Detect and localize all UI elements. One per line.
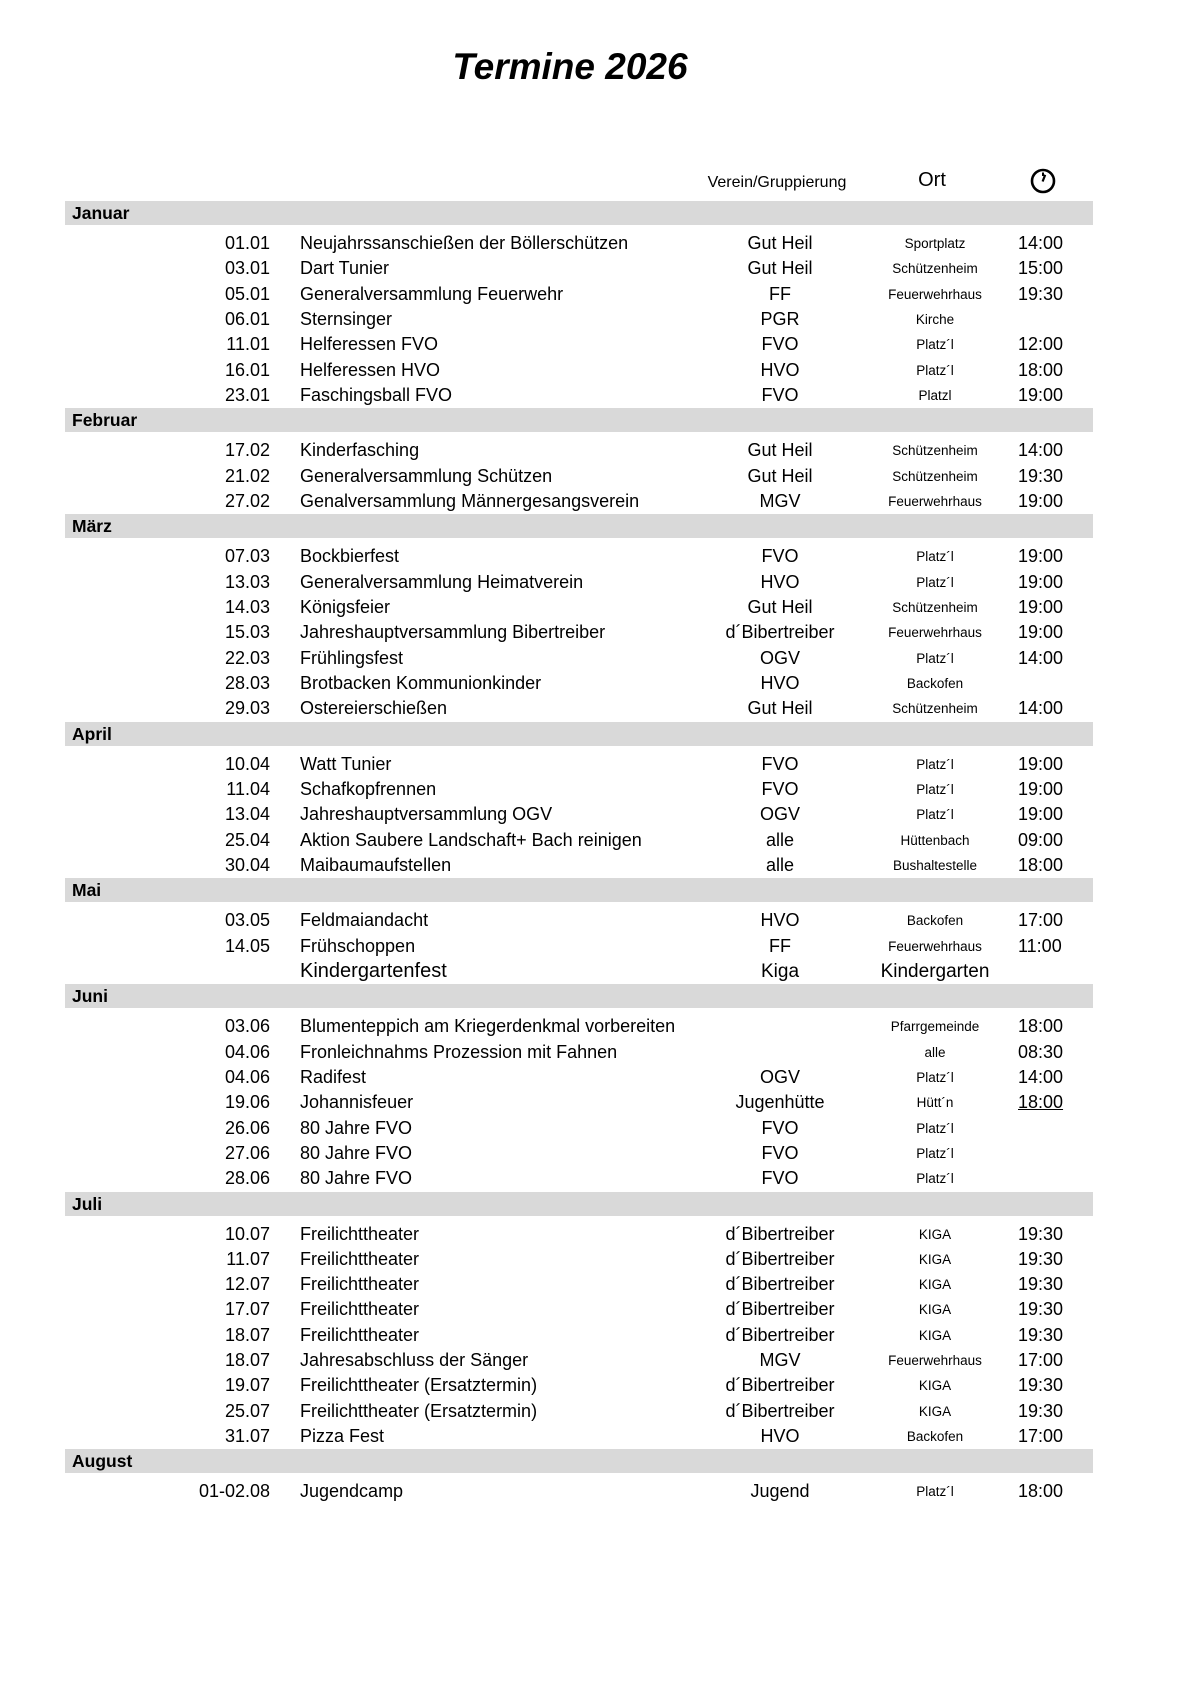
event-verein: d´Bibertreiber <box>725 1248 835 1269</box>
event-row <box>65 696 1093 721</box>
event-name: Freilichttheater (Ersatztermin) <box>300 1400 538 1421</box>
event-ort: Platz´l <box>916 1145 954 1161</box>
event-name: Sternsinger <box>300 308 393 329</box>
event-time: 12:00 <box>1018 334 1064 355</box>
event-time: 19:00 <box>1018 546 1064 567</box>
event-ort: KIGA <box>918 1327 952 1343</box>
event-name: Schafkopfrennen <box>300 778 437 799</box>
event-ort: Platz´l <box>916 362 954 378</box>
month-header: Februar <box>65 408 1093 432</box>
event-verein: FVO <box>761 1117 799 1138</box>
event-date: 12.07 <box>224 1274 270 1295</box>
event-row <box>65 671 1093 696</box>
event-row <box>65 959 1093 984</box>
month-header: April <box>65 722 1093 746</box>
event-name: Jahreshauptversammlung OGV <box>300 804 553 825</box>
event-date: 04.06 <box>224 1041 270 1062</box>
event-date: 11.01 <box>226 334 270 355</box>
event-name: Radifest <box>300 1066 367 1087</box>
event-verein: MGV <box>759 490 801 511</box>
event-name: Freilichttheater <box>300 1274 420 1295</box>
event-row <box>65 853 1093 878</box>
event-verein: d´Bibertreiber <box>725 1299 835 1320</box>
event-name: Fronleichnahms Prozession mit Fahnen <box>300 1041 618 1062</box>
event-time: 09:00 <box>1018 829 1064 850</box>
event-date: 21.02 <box>224 465 270 486</box>
month-header: August <box>65 1449 1093 1473</box>
event-date: 10.07 <box>224 1223 270 1244</box>
event-row <box>65 908 1093 933</box>
event-verein: d´Bibertreiber <box>725 1274 835 1295</box>
event-date: 18.07 <box>224 1350 270 1371</box>
event-row <box>65 332 1093 357</box>
event-ort: Platz´l <box>916 650 954 666</box>
event-ort: Platz´l <box>916 781 954 797</box>
event-name: Blumenteppich am Kriegerdenkmal vorbereiten <box>300 1016 676 1037</box>
event-date: 15.03 <box>224 622 270 643</box>
event-ort: Platzl <box>918 387 952 403</box>
event-verein: d´Bibertreiber <box>725 1223 835 1244</box>
event-time <box>1018 959 1098 984</box>
event-verein: HVO <box>760 359 800 380</box>
event-verein: Jugenhütte <box>735 1092 825 1113</box>
event-name: Freilichttheater <box>300 1324 420 1345</box>
month-header: Januar <box>65 201 1093 225</box>
event-time: 19:00 <box>1018 596 1064 617</box>
event-date: 01-02.08 <box>198 1481 270 1502</box>
event-row <box>65 544 1093 569</box>
event-date: 25.07 <box>224 1400 270 1421</box>
event-row <box>65 1141 1093 1166</box>
event-time: 19:00 <box>1018 490 1064 511</box>
event-ort: Schützenheim <box>892 443 978 459</box>
event-date: 04.06 <box>224 1066 270 1087</box>
event-row <box>65 282 1093 307</box>
month-header: Juni <box>65 984 1093 1008</box>
event-row <box>65 1479 1093 1504</box>
event-time <box>1018 307 1098 332</box>
event-verein: FVO <box>761 334 799 355</box>
event-time: 17:00 <box>1018 910 1064 931</box>
event-name: Dart Tunier <box>300 258 390 279</box>
event-name: Jahreshauptversammlung Bibertreiber <box>300 622 606 643</box>
event-ort: Schützenheim <box>892 701 978 717</box>
event-ort: Platz´l <box>916 574 954 590</box>
event-ort: Feuerwehrhaus <box>888 625 982 641</box>
event-ort: Platz´l <box>916 1069 954 1085</box>
event-date: 18.07 <box>224 1324 270 1345</box>
event-verein: OGV <box>759 647 800 668</box>
event-ort: Platz´l <box>916 337 954 353</box>
event-ort: Platz´l <box>916 1120 954 1136</box>
event-time: 19:00 <box>1018 384 1064 405</box>
event-name: Frühlingsfest <box>300 647 404 668</box>
event-name: Generalversammlung Schützen <box>300 465 553 486</box>
event-verein: d´Bibertreiber <box>725 1400 835 1421</box>
event-time: 18:00 <box>1018 1481 1064 1502</box>
event-verein: Kiga <box>760 960 800 982</box>
event-row <box>65 777 1093 802</box>
event-time: 18:00 <box>1018 1016 1064 1037</box>
event-verein: FVO <box>761 546 799 567</box>
event-verein: FVO <box>761 778 799 799</box>
event-name: Brotbacken Kommunionkinder <box>300 672 542 693</box>
event-row <box>65 595 1093 620</box>
event-verein: Gut Heil <box>747 440 813 461</box>
event-verein: OGV <box>759 804 800 825</box>
event-date: 17.02 <box>224 440 270 461</box>
event-ort: Feuerwehrhaus <box>888 938 982 954</box>
event-verein: HVO <box>760 910 800 931</box>
event-row <box>65 358 1093 383</box>
event-time <box>1018 671 1098 696</box>
event-time: 08:30 <box>1018 1041 1064 1062</box>
event-ort: Kindergarten <box>880 960 990 982</box>
event-verein: HVO <box>760 672 800 693</box>
event-verein: MGV <box>759 1350 801 1371</box>
event-row <box>65 383 1093 408</box>
event-date: 03.05 <box>224 910 270 931</box>
event-date: 27.02 <box>224 490 270 511</box>
event-ort: Platz´l <box>916 807 954 823</box>
event-verein: FVO <box>761 384 799 405</box>
event-verein: HVO <box>760 571 800 592</box>
event-ort: KIGA <box>918 1251 952 1267</box>
event-row <box>65 438 1093 463</box>
event-name: Neujahrssanschießen der Böllerschützen <box>300 233 629 253</box>
event-name: Bockbierfest <box>300 546 400 567</box>
event-row <box>65 307 1093 332</box>
event-name: Aktion Saubere Landschaft+ Bach reinigen <box>300 829 642 850</box>
page-title: Termine 2026 <box>452 46 688 87</box>
event-name: 80 Jahre FVO <box>300 1142 413 1163</box>
event-verein: FVO <box>761 1168 799 1189</box>
event-verein: FVO <box>761 753 799 774</box>
event-date: 13.04 <box>224 804 270 825</box>
event-name: Königsfeier <box>300 596 391 617</box>
event-time: 14:00 <box>1018 647 1064 668</box>
event-row <box>65 1297 1093 1322</box>
event-time: 14:00 <box>1018 1066 1064 1087</box>
event-ort: KIGA <box>918 1378 952 1394</box>
event-row <box>65 1040 1093 1065</box>
event-date: 14.03 <box>224 596 270 617</box>
event-date <box>65 959 270 984</box>
event-row <box>65 1222 1093 1247</box>
event-ort: Schützenheim <box>892 599 978 615</box>
event-name: Frühschoppen <box>300 935 416 956</box>
event-name: Freilichttheater <box>300 1248 420 1269</box>
event-time: 19:00 <box>1018 622 1064 643</box>
event-row <box>65 752 1093 777</box>
event-name: Jugendcamp <box>300 1481 404 1502</box>
event-row <box>65 1014 1093 1039</box>
month-header: März <box>65 514 1093 538</box>
event-ort: KIGA <box>918 1226 952 1242</box>
event-verein: Gut Heil <box>747 258 813 279</box>
event-row <box>65 1065 1093 1090</box>
event-time: 19:30 <box>1018 1248 1064 1269</box>
event-verein: Gut Heil <box>747 465 813 486</box>
event-row <box>65 620 1093 645</box>
event-name: Generalversammlung Heimatverein <box>300 571 584 592</box>
event-time: 19:30 <box>1018 465 1064 486</box>
event-date: 29.03 <box>224 698 270 719</box>
event-time: 19:00 <box>1018 804 1064 825</box>
event-time: 19:30 <box>1018 283 1064 304</box>
event-verein: Gut Heil <box>747 233 813 253</box>
month-header: Mai <box>65 878 1093 902</box>
events-table <box>65 201 1093 1505</box>
event-ort: KIGA <box>918 1403 952 1419</box>
event-ort: Backofen <box>906 1429 964 1445</box>
event-date: 31.07 <box>224 1426 270 1447</box>
event-date: 19.07 <box>224 1375 270 1396</box>
event-name: Freilichttheater <box>300 1223 420 1244</box>
event-name: Helferessen FVO <box>300 334 439 355</box>
event-ort: Schützenheim <box>892 261 978 277</box>
event-date: 07.03 <box>224 546 270 567</box>
event-row <box>65 1090 1093 1115</box>
event-row <box>65 231 1093 256</box>
event-time: 11:00 <box>1018 935 1062 956</box>
event-ort: Hüttenbach <box>900 832 970 848</box>
event-date: 13.03 <box>224 571 270 592</box>
event-ort: Platz´l <box>916 756 954 772</box>
event-row <box>65 828 1093 853</box>
event-time: 18:00 <box>1018 1092 1064 1113</box>
event-row <box>65 1247 1093 1272</box>
event-ort: Pfarrgemeinde <box>890 1019 980 1035</box>
event-date: 06.01 <box>224 308 270 329</box>
event-date: 28.06 <box>224 1168 270 1189</box>
event-time: 14:00 <box>1018 233 1064 253</box>
event-date: 22.03 <box>224 647 270 668</box>
event-name: Faschingsball FVO <box>300 384 453 405</box>
event-verein: alle <box>765 854 795 875</box>
event-ort: Backofen <box>906 675 964 691</box>
event-row <box>65 1348 1093 1373</box>
event-row <box>65 1116 1093 1141</box>
event-ort: Feuerwehrhaus <box>888 493 982 509</box>
event-name: Feldmaiandacht <box>300 910 429 931</box>
event-date: 28.03 <box>224 672 270 693</box>
event-row <box>65 1166 1093 1191</box>
clock-icon <box>1029 167 1057 195</box>
event-name: Johannisfeuer <box>300 1092 414 1113</box>
event-name: Freilichttheater <box>300 1299 420 1320</box>
event-ort: alle <box>924 1044 946 1060</box>
event-ort: Schützenheim <box>892 468 978 484</box>
event-verein: HVO <box>760 1426 800 1447</box>
event-name: Freilichttheater (Ersatztermin) <box>300 1375 538 1396</box>
event-date: 03.06 <box>224 1016 270 1037</box>
event-verein: d´Bibertreiber <box>725 1375 835 1396</box>
event-verein: Gut Heil <box>747 596 813 617</box>
event-date: 23.01 <box>224 384 270 405</box>
event-time: 17:00 <box>1018 1350 1064 1371</box>
event-verein: FVO <box>761 1142 799 1163</box>
event-date: 11.04 <box>226 778 270 799</box>
event-verein: FF <box>769 935 791 956</box>
event-time: 18:00 <box>1018 359 1064 380</box>
event-row <box>65 1399 1093 1424</box>
event-date: 05.01 <box>224 283 270 304</box>
event-time: 19:30 <box>1018 1299 1064 1320</box>
event-row <box>65 256 1093 281</box>
event-row <box>65 464 1093 489</box>
event-time: 19:30 <box>1018 1223 1064 1244</box>
event-date: 10.04 <box>224 753 270 774</box>
event-name: Kinderfasching <box>300 440 420 461</box>
event-ort: KIGA <box>918 1302 952 1318</box>
event-row <box>65 1373 1093 1398</box>
event-time: 14:00 <box>1018 440 1064 461</box>
event-time: 19:30 <box>1018 1375 1064 1396</box>
event-row <box>65 570 1093 595</box>
event-row <box>65 1323 1093 1348</box>
event-name: Pizza Fest <box>300 1426 385 1447</box>
event-row <box>65 1424 1093 1449</box>
event-name: Generalversammlung Feuerwehr <box>300 283 564 304</box>
event-date: 25.04 <box>224 829 270 850</box>
event-verein: Gut Heil <box>747 698 813 719</box>
event-row <box>65 1272 1093 1297</box>
event-verein: OGV <box>759 1066 800 1087</box>
event-time: 19:00 <box>1018 778 1064 799</box>
event-name: Maibaumaufstellen <box>300 854 452 875</box>
event-row <box>65 489 1093 514</box>
event-date: 30.04 <box>224 854 270 875</box>
event-ort: Hütt´n <box>916 1095 954 1111</box>
event-verein: PGR <box>760 308 800 329</box>
event-name: Jahresabschluss der Sänger <box>300 1350 529 1371</box>
event-time: 18:00 <box>1018 854 1064 875</box>
event-verein: d´Bibertreiber <box>725 1324 835 1345</box>
event-date: 03.01 <box>224 258 270 279</box>
event-verein: FF <box>769 283 791 304</box>
event-time <box>1018 1141 1098 1166</box>
event-time <box>1018 1166 1098 1191</box>
column-header-verein: Verein/Gruppierung <box>707 174 847 191</box>
event-date: 27.06 <box>224 1142 270 1163</box>
event-time <box>1018 1116 1098 1141</box>
event-ort: Bushaltestelle <box>892 857 978 873</box>
event-date: 16.01 <box>224 359 270 380</box>
event-date: 11.07 <box>226 1248 270 1269</box>
event-name: Genalversammlung Männergesangsverein <box>300 490 640 511</box>
event-time: 15:00 <box>1018 258 1064 279</box>
page-title-wrap <box>0 46 1140 88</box>
event-date: 01.01 <box>224 233 270 253</box>
event-time: 19:00 <box>1018 571 1064 592</box>
event-row <box>65 802 1093 827</box>
event-ort: Platz´l <box>916 1171 954 1187</box>
event-name: Watt Tunier <box>300 753 392 774</box>
event-name: Helferessen HVO <box>300 359 441 380</box>
event-time: 19:00 <box>1018 753 1064 774</box>
event-time: 14:00 <box>1018 698 1064 719</box>
column-header-ort: Ort <box>918 169 946 191</box>
event-ort: Kirche <box>915 311 955 327</box>
event-name: 80 Jahre FVO <box>300 1168 413 1189</box>
event-name: Kindergartenfest <box>300 959 447 982</box>
event-time: 19:30 <box>1018 1400 1064 1421</box>
column-headers <box>65 165 1093 197</box>
event-name: Ostereierschießen <box>300 698 448 719</box>
month-header: Juli <box>65 1192 1093 1216</box>
event-ort: Sportplatz <box>904 236 966 251</box>
event-date: 19.06 <box>224 1092 270 1113</box>
event-verein: alle <box>765 829 795 850</box>
event-ort: Feuerwehrhaus <box>888 1353 982 1369</box>
event-date: 26.06 <box>224 1117 270 1138</box>
event-verein: d´Bibertreiber <box>725 622 835 643</box>
event-ort: Platz´l <box>916 1484 954 1500</box>
event-row <box>65 646 1093 671</box>
event-ort: Backofen <box>906 913 964 929</box>
event-time: 19:30 <box>1018 1324 1064 1345</box>
event-time: 19:30 <box>1018 1274 1064 1295</box>
event-ort: Platz´l <box>916 549 954 565</box>
event-time: 17:00 <box>1018 1426 1064 1447</box>
event-verein: Jugend <box>750 1481 810 1502</box>
event-name: 80 Jahre FVO <box>300 1117 413 1138</box>
event-ort: KIGA <box>918 1277 952 1293</box>
event-date: 14.05 <box>224 935 270 956</box>
event-date: 17.07 <box>224 1299 270 1320</box>
event-ort: Feuerwehrhaus <box>888 286 982 302</box>
event-row <box>65 934 1093 959</box>
